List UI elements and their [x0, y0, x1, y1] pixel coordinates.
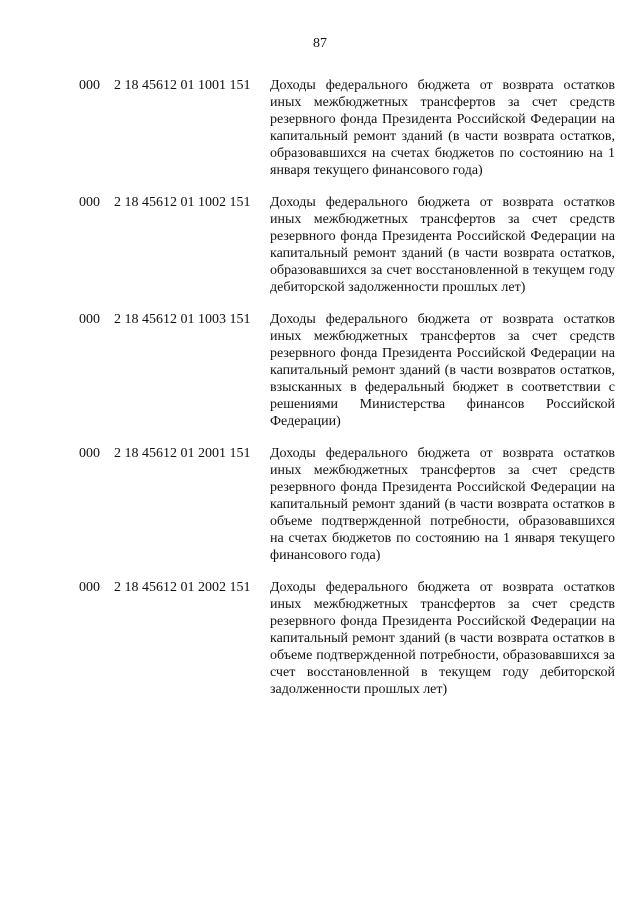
budget-classification-code: 2 18 45612 01 2001 151	[114, 446, 251, 461]
budget-entry	[79, 194, 615, 296]
income-description: Доходы федерального бюджета от возврата остатков иных межбюджетных трансфертов за счет средств резервного фонда Президента Российской Федерации на капитальный ремонт зданий (в части возврата остатков в объеме подтвержденной потребности, образовавшихся на счетах бюджетов по состоянию на 1 января текущего финансового года)	[270, 446, 615, 563]
income-description: Доходы федерального бюджета от возврата остатков иных межбюджетных трансфертов за счет средств резервного фонда Президента Российской Федерации на капитальный ремонт зданий (в части возврата остатков, образовавшихся за счет восстановленной в текущем году дебиторской задолженности прошлых лет)	[270, 195, 615, 295]
admin-code: 000	[79, 580, 100, 595]
budget-entry	[79, 579, 615, 698]
admin-code: 000	[79, 312, 100, 327]
admin-code: 000	[79, 78, 100, 93]
income-description: Доходы федерального бюджета от возврата остатков иных межбюджетных трансфертов за счет средств резервного фонда Президента Российской Федерации на капитальный ремонт зданий (в части возвратов остатков, взысканных в федеральный бюджет в соответствии с решениями Министерства финансов Российской Федерации)	[270, 312, 615, 429]
admin-code: 000	[79, 195, 100, 210]
budget-entry	[79, 311, 615, 430]
budget-code-list	[79, 77, 615, 713]
admin-code: 000	[79, 446, 100, 461]
budget-entry	[79, 77, 615, 179]
budget-classification-code: 2 18 45612 01 1003 151	[114, 312, 251, 327]
budget-classification-code: 2 18 45612 01 1002 151	[114, 195, 251, 210]
budget-entry	[79, 445, 615, 564]
page-number: 87	[313, 36, 327, 51]
income-description: Доходы федерального бюджета от возврата остатков иных межбюджетных трансфертов за счет средств резервного фонда Президента Российской Федерации на капитальный ремонт зданий (в части возврата остатков в объеме подтвержденной потребности, образовавшихся за счет восстановленной в текущем году дебиторской задолженности прошлых лет)	[270, 580, 615, 697]
budget-classification-code: 2 18 45612 01 1001 151	[114, 78, 251, 93]
budget-classification-code: 2 18 45612 01 2002 151	[114, 580, 251, 595]
income-description: Доходы федерального бюджета от возврата остатков иных межбюджетных трансфертов за счет средств резервного фонда Президента Российской Федерации на капитальный ремонт зданий (в части возврата остатков, образовавшихся на счетах бюджетов по состоянию на 1 января текущего финансового года)	[270, 78, 615, 178]
